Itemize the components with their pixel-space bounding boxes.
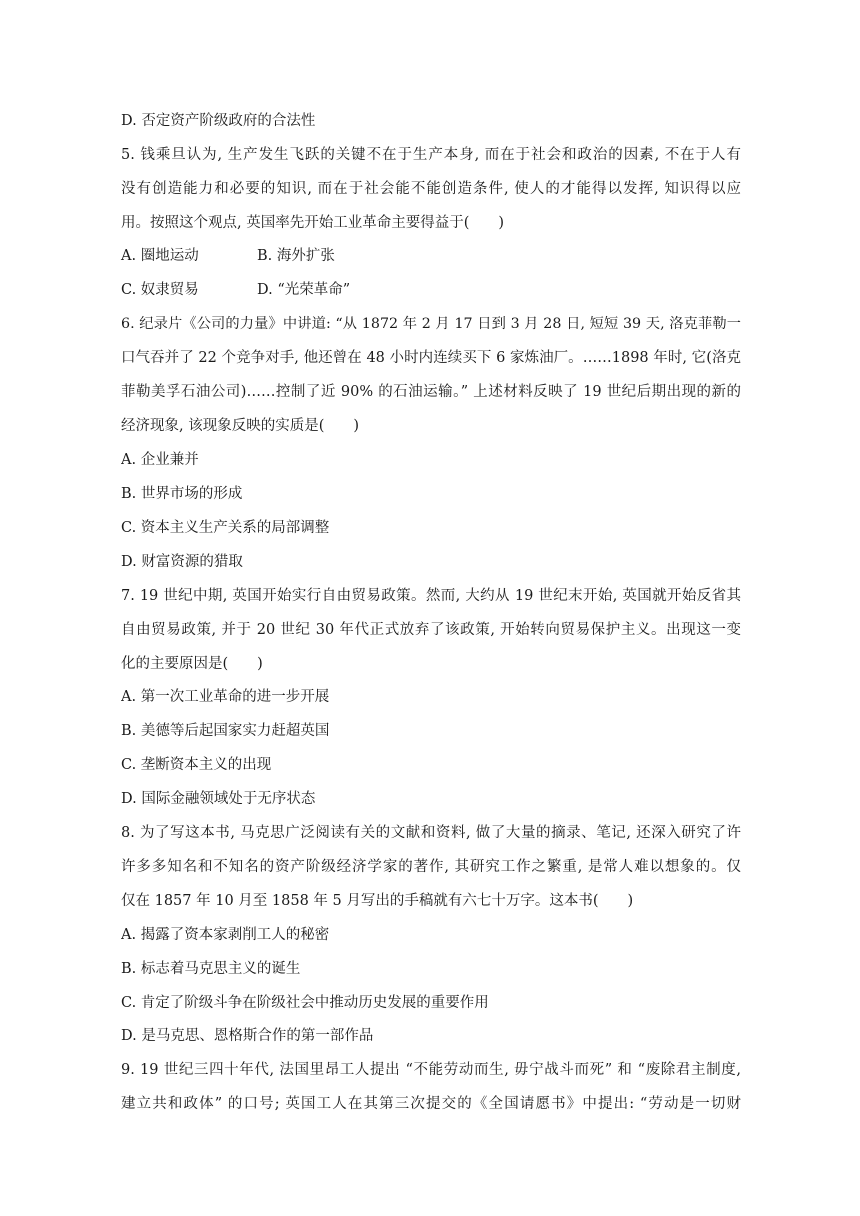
q8-stem-line-2: 许多多知名和不知名的资产阶级经济学家的著作, 其研究工作之繁重, 是常人难以想象的。仅 [121,859,741,875]
q8-stem-line-1: 8. 为了写这本书, 马克思广泛阅读有关的文献和资料, 做了大量的摘录、笔记, 还深入研究了许 [121,825,741,841]
q7-stem-line-3: 化的主要原因是( ) [121,656,263,672]
q6-option-c: C. 资本主义生产关系的局部调整 [121,520,330,536]
q5-option-b: B. 海外扩张 [257,248,335,264]
q6-option-a: A. 企业兼并 [121,452,199,468]
q5-options-row-2 [121,280,351,300]
q7-option-d: D. 国际金融领域处于无序状态 [121,791,316,807]
q5-option-d: D. “光荣革命” [257,282,351,298]
q8-option-a: A. 揭露了资本家剥削工人的秘密 [121,927,330,943]
q9-stem-line-1: 9. 19 世纪三四十年代, 法国里昂工人提出 “不能劳动而生, 毋宁战斗而死” 和 “废除君主制度, [121,1062,741,1078]
q8-option-c: C. 肯定了阶级斗争在阶级社会中推动历史发展的重要作用 [121,995,489,1011]
q5-stem-line-1: 5. 钱乘旦认为, 生产发生飞跃的关键不在于生产本身, 而在于社会和政治的因素, 不在于人有 [121,147,741,163]
q8-option-d: D. 是马克思、恩格斯合作的第一部作品 [121,1028,374,1044]
q4-option-d: D. 否定资产阶级政府的合法性 [121,113,316,129]
q5-stem-line-3: 用。按照这个观点, 英国率先开始工业革命主要得益于( ) [121,215,505,231]
q7-option-c: C. 垄断资本主义的出现 [121,757,272,773]
q6-stem-line-4: 经济现象, 该现象反映的实质是( ) [121,418,360,434]
q6-stem-line-1: 6. 纪录片《公司的力量》中讲道: “从 1872 年 2 月 17 日到 3 月 28 日, 短短 39 天, 洛克菲勒一 [121,316,741,332]
q5-option-c: C. 奴隶贸易 [121,282,199,298]
q8-stem-line-3: 仅在 1857 年 10 月至 1858 年 5 月写出的手稿就有六七十万字。这本书( ) [121,893,634,909]
q6-stem-line-3: 菲勒美孚石油公司)……控制了近 90% 的石油运输。” 上述材料反映了 19 世纪后期出现的新的 [121,384,741,400]
q5-stem-line-2: 没有创造能力和必要的知识, 而在于社会能不能创造条件, 使人的才能得以发挥, 知识得以应 [121,181,741,197]
q5-options-row-1 [121,246,335,266]
q7-option-a: A. 第一次工业革命的进一步开展 [121,689,330,705]
q6-option-d: D. 财富资源的猎取 [121,554,243,570]
q7-stem-line-2: 自由贸易政策, 并于 20 世纪 30 年代正式放弃了该政策, 开始转向贸易保护主义。出现这一变 [121,622,741,638]
q6-option-b: B. 世界市场的形成 [121,486,243,502]
q9-stem-line-2: 建立共和政体” 的口号; 英国工人在其第三次提交的《全国请愿书》中提出: “劳动是一切财 [121,1096,741,1112]
q6-stem-line-2: 口气吞并了 22 个竞争对手, 他还曾在 48 小时内连续买下 6 家炼油厂。……1898 年时, 它(洛克 [121,350,741,366]
q7-stem-line-1: 7. 19 世纪中期, 英国开始实行自由贸易政策。然而, 大约从 19 世纪末开始, 英国就开始反省其 [121,588,741,604]
q5-option-a: A. 圈地运动 [121,248,199,264]
q8-option-b: B. 标志着马克思主义的诞生 [121,961,301,977]
q7-option-b: B. 美德等后起国家实力赶超英国 [121,723,330,739]
